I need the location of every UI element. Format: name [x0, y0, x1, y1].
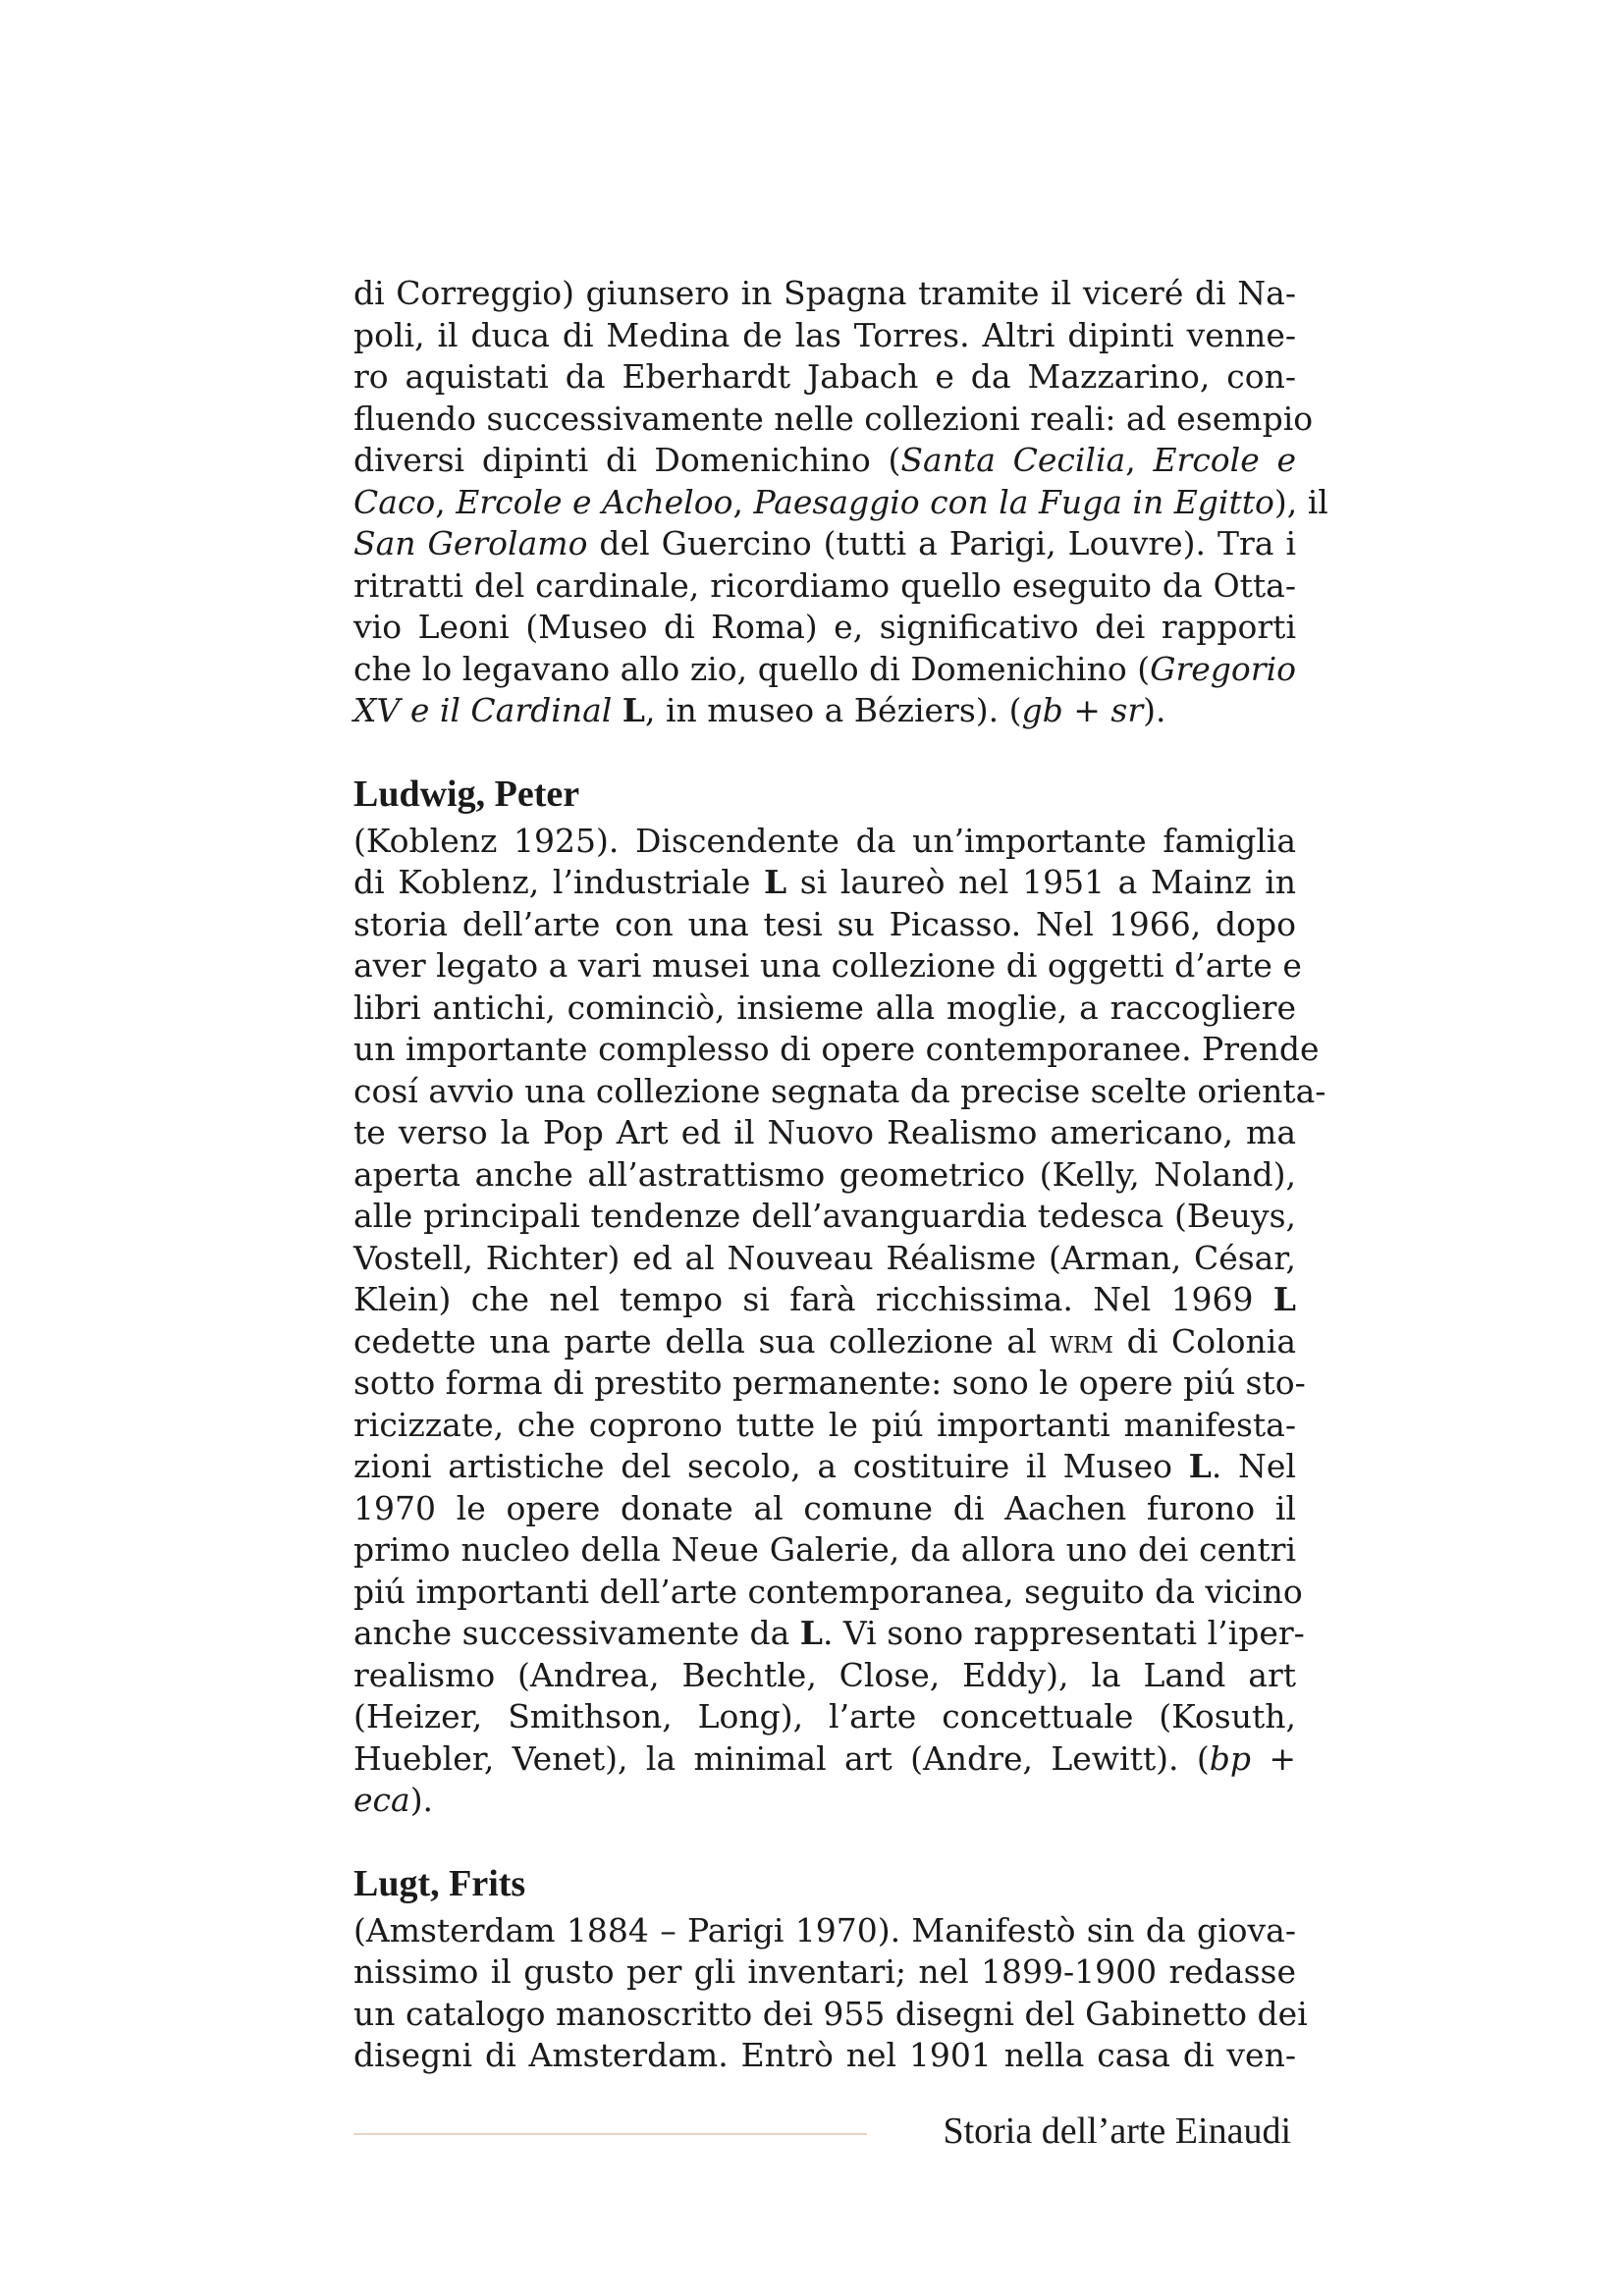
entry-lugt [353, 1857, 1308, 2077]
entry-abbreviation: L [1188, 1447, 1212, 1485]
text-line: (Heizer, Smithson, Long), l’arte concettuale (Kosuth, [353, 1697, 1296, 1735]
text-span: , [1125, 441, 1154, 479]
text-span: , [732, 482, 754, 521]
text-line [353, 1321, 1296, 1363]
entry-ludwig [353, 768, 1326, 1822]
text-span: ). [1143, 691, 1166, 729]
entry-abbreviation: L [799, 1614, 823, 1652]
text-span: Klein) che nel tempo si farà ricchissima. Nel 1969 [353, 1280, 1273, 1318]
entry-heading: Ludwig, Peter [353, 773, 580, 815]
text-span: ), il [1273, 482, 1328, 521]
text-line: un importante complesso di opere contemporanee. Prende [353, 1030, 1320, 1068]
text-line [353, 1613, 1305, 1655]
author-initials: bp + [1209, 1738, 1297, 1778]
text-line [353, 649, 1296, 691]
text-line: disegni di Amsterdam. Entrò nel 1901 nella casa di ven- [353, 2036, 1296, 2074]
text-span: cedette una parte della sua collezione al [353, 1321, 1051, 1361]
entry-heading: Lugt, Frits [353, 1862, 526, 1904]
text-span: del Guercino (tutti a Parigi, Louvre). Tra i [587, 524, 1296, 562]
text-line: di Correggio) giunsero in Spagna tramite il viceré di Na- [353, 274, 1296, 312]
text-line: ricizzate, che coprono tutte le piú importanti manifesta- [353, 1405, 1296, 1444]
text-column [353, 273, 1328, 2077]
text-line: sotto forma di prestito permanente: sono le opere piú sto- [353, 1363, 1306, 1402]
footer-publication-title: Storia dell’arte Einaudi [943, 2110, 1291, 2152]
text-span: zioni artistiche del secolo, a costituire il Museo [353, 1447, 1189, 1485]
artwork-title: San Gerolamo [353, 524, 588, 562]
text-line: ro aquistati da Eberhardt Jabach e da Mazzarino, con- [353, 357, 1296, 396]
text-span: Huebler, Venet), la minimal art (Andre, Lewitt). ( [353, 1738, 1210, 1778]
text-span: diversi dipinti di Domenichino ( [353, 441, 901, 479]
continuation-paragraph [353, 273, 1328, 732]
museum-abbreviation: wrm [1050, 1321, 1113, 1361]
text-line: poli, il duca di Medina de las Torres. Altri dipinti venne- [353, 315, 1296, 354]
artwork-title: Caco [353, 482, 436, 521]
text-line [353, 1446, 1296, 1488]
text-span: anche successivamente da [353, 1614, 800, 1652]
text-line: fluendo successivamente nelle collezioni reali: ad esempio [353, 399, 1314, 438]
text-line: aperta anche all’astrattismo geometrico (Kelly, Noland), [353, 1154, 1296, 1194]
author-initials: eca [353, 1781, 410, 1819]
text-line: aver legato a vari musei una collezione di oggetti d’arte e [353, 946, 1302, 985]
text-span: che lo legavano allo zio, quello di Domenichino ( [353, 649, 1151, 688]
text-line [353, 1279, 1296, 1321]
text-span: si laureò nel 1951 a Mainz in [786, 863, 1297, 901]
footer-divider [353, 2133, 867, 2135]
text-span [612, 691, 622, 729]
text-span: ). [409, 1781, 434, 1819]
text-line [353, 690, 1296, 732]
text-line: piú importanti dell’arte contemporanea, seguito da vicino [353, 1572, 1303, 1611]
text-line: primo nucleo della Neue Galerie, da allora uno dei centri [353, 1530, 1296, 1569]
text-line: storia dell’arte con una tesi su Picasso. Nel 1966, dopo [353, 904, 1296, 943]
text-line: Vostell, Richter) ed al Nouveau Réalisme (Arman, César, [353, 1238, 1296, 1277]
entry-abbreviation: L [622, 691, 645, 729]
text-span: . Vi sono rappresentati l’iper- [822, 1614, 1305, 1652]
text-line: alle principali tendenze dell’avanguardia tedesca (Beuys, [353, 1197, 1296, 1235]
artwork-title: Ercole e Acheloo [456, 482, 733, 521]
text-line [353, 862, 1296, 904]
artwork-title: XV e il Cardinal [353, 691, 613, 729]
artwork-title: Ercole e [1153, 441, 1297, 479]
text-line [353, 523, 1296, 565]
entry-abbreviation: L [763, 863, 787, 901]
text-line: vio Leoni (Museo di Roma) e, significativo dei rapporti [353, 608, 1296, 646]
text-span: di Colonia [1112, 1321, 1296, 1361]
text-line: (Amsterdam 1884 – Parigi 1970). Manifestò sin da giova- [353, 1910, 1296, 1949]
text-line: (Koblenz 1925). Discendente da un’importante famiglia [353, 821, 1296, 860]
text-span: . Nel [1211, 1447, 1296, 1485]
artwork-title: Gregorio [1150, 649, 1296, 688]
text-line: cosí avvio una collezione segnata da precise scelte orienta- [353, 1071, 1326, 1110]
text-line: nissimo il gusto per gli inventari; nel 1899-1900 redasse [353, 1952, 1296, 1991]
text-line [353, 482, 1328, 524]
text-line: 1970 le opere donate al comune di Aachen furono il [353, 1488, 1296, 1527]
artwork-title: Santa Cecilia [900, 441, 1126, 479]
artwork-title: Paesaggio con la Fuga in Egitto [753, 482, 1274, 521]
text-span: , in museo a Béziers). ( [645, 691, 1022, 729]
text-line [353, 1738, 1296, 1781]
text-span: di Koblenz, l’industriale [353, 863, 764, 901]
text-line: libri antichi, cominciò, insieme alla moglie, a raccogliere [353, 988, 1296, 1027]
entry-abbreviation: L [1272, 1280, 1296, 1318]
text-line [353, 440, 1296, 482]
text-span: , [435, 482, 457, 521]
text-line: te verso la Pop Art ed il Nuovo Realismo americano, ma [353, 1113, 1296, 1151]
text-line: un catalogo manoscritto dei 955 disegni del Gabinetto dei [353, 1994, 1308, 2033]
text-line: ritratti del cardinale, ricordiamo quello eseguito da Otta- [353, 565, 1296, 605]
text-line [353, 1780, 1296, 1822]
author-initials: gb + sr [1021, 691, 1144, 729]
text-line: realismo (Andrea, Bechtle, Close, Eddy), la Land art [353, 1655, 1296, 1694]
